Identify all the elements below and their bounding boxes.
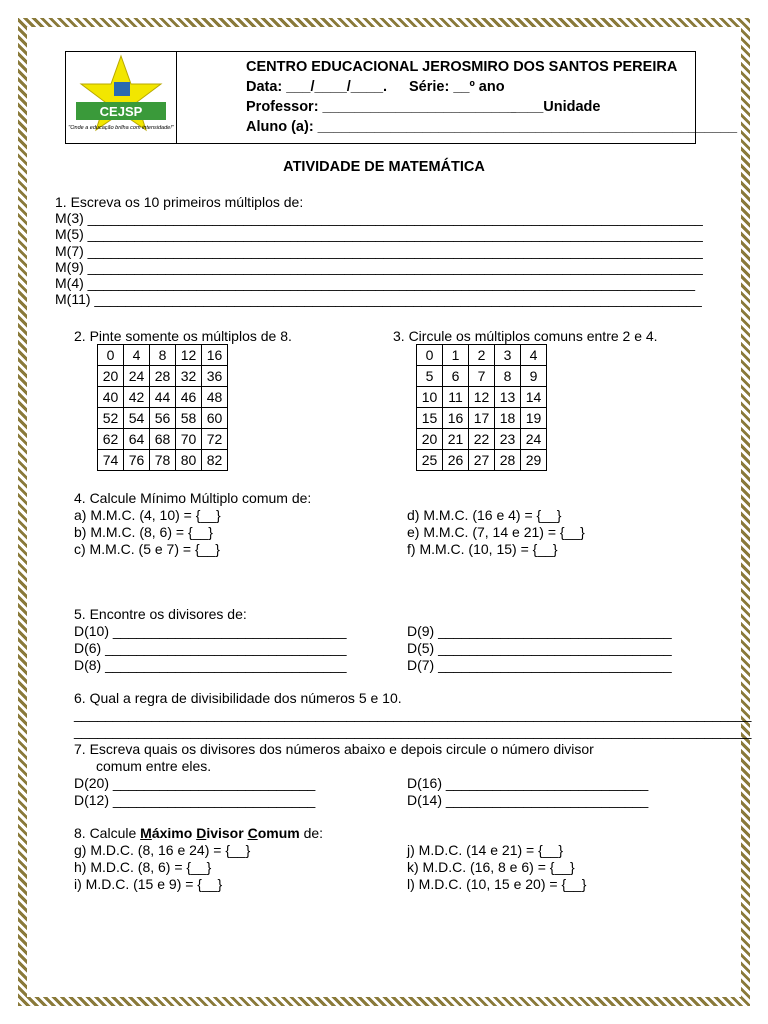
serie-field: Série: __º ano (409, 79, 505, 95)
q7-line-d20: D(20) __________________________ (74, 775, 316, 791)
q8-left-col (74, 842, 250, 893)
q2-cell: 44 (150, 387, 176, 408)
q8-prompt (74, 825, 323, 841)
q2-cell: 52 (98, 408, 124, 429)
q4-left-col (74, 507, 221, 558)
q1-lines (55, 210, 703, 308)
q3-cell: 17 (469, 408, 495, 429)
q2-cell: 82 (202, 450, 228, 471)
q1-line-m9: M(9) _______________________________________________________________________________ (55, 258, 703, 275)
q4-item-f: f) M.M.C. (10, 15) = {__} (407, 541, 558, 557)
q8-bold-m: M (140, 825, 152, 841)
q3-cell: 15 (417, 408, 443, 429)
q2-cell: 72 (202, 429, 228, 450)
q2-cell: 28 (150, 366, 176, 387)
q3-cell: 6 (443, 366, 469, 387)
q4-prompt: 4. Calcule Mínimo Múltiplo comum de: (74, 490, 312, 506)
q1-line-m3: M(3) _______________________________________________________________________________ (55, 210, 703, 226)
q3-cell: 0 (417, 345, 443, 366)
q2-cell: 78 (150, 450, 176, 471)
q7-line-d16: D(16) __________________________ (407, 775, 649, 791)
q2-cell: 0 (98, 345, 124, 366)
q2-cell: 74 (98, 450, 124, 471)
q2-prompt: 2. Pinte somente os múltiplos de 8. (74, 328, 292, 344)
q3-cell: 3 (495, 345, 521, 366)
q2-cell: 24 (124, 366, 150, 387)
q3-grid (416, 344, 547, 471)
q3-cell: 7 (469, 366, 495, 387)
q7-line-d14: D(14) __________________________ (407, 792, 649, 808)
q2-cell: 36 (202, 366, 228, 387)
q3-cell: 25 (417, 450, 443, 471)
q2-cell: 70 (176, 429, 202, 450)
q2-cell: 40 (98, 387, 124, 408)
q7-line-d12: D(12) __________________________ (74, 792, 316, 808)
q5-line-d6: D(6) _______________________________ (74, 640, 347, 656)
professor-field: Professor: ________________________ (246, 99, 517, 115)
unidade-field: ____Unidade (511, 99, 601, 115)
q2-cell: 54 (124, 408, 150, 429)
q2-cell: 58 (176, 408, 202, 429)
q7-prompt-cont: comum entre eles. (96, 758, 212, 774)
q3-cell: 2 (469, 345, 495, 366)
q4-right-col (407, 507, 585, 558)
q2-cell: 46 (176, 387, 202, 408)
q3-cell: 1 (443, 345, 469, 366)
q7-prompt: 7. Escreva quais os divisores dos números abaixo e depois circule o número divisor (74, 741, 594, 757)
q3-cell: 5 (417, 366, 443, 387)
q5-left-col (74, 623, 346, 674)
school-logo (66, 52, 177, 143)
q8-item-i: i) M.D.C. (15 e 9) = {__} (74, 876, 223, 892)
q3-cell: 20 (417, 429, 443, 450)
q4-item-b: b) M.M.C. (8, 6) = {__} (74, 524, 213, 540)
q2-cell: 8 (150, 345, 176, 366)
q8-bold-comum: omum (257, 825, 300, 841)
q3-cell: 26 (443, 450, 469, 471)
page-title: ATIVIDADE DE MATEMÁTICA (283, 159, 485, 175)
q8-prompt-pre: 8. Calcule (74, 825, 141, 841)
aluno-field: Aluno (a): ____________________________________________________ (246, 119, 738, 135)
q3-cell: 28 (495, 450, 521, 471)
q8-right-col (407, 842, 586, 893)
logo-text: CEJSP (99, 104, 143, 119)
q8-item-j: j) M.D.C. (14 e 21) = {__} (407, 842, 564, 858)
q3-cell: 9 (521, 366, 547, 387)
q2-cell: 32 (176, 366, 202, 387)
q6-answer-line: _______________________________________________________________________________________ (74, 706, 752, 722)
q2-cell: 48 (202, 387, 228, 408)
q5-prompt: 5. Encontre os divisores de: (74, 606, 247, 622)
q5-line-d9: D(9) ______________________________ (407, 623, 672, 639)
q3-cell: 23 (495, 429, 521, 450)
q2-grid (97, 344, 228, 471)
q3-cell: 27 (469, 450, 495, 471)
q3-cell: 16 (443, 408, 469, 429)
q3-cell: 12 (469, 387, 495, 408)
q3-cell: 14 (521, 387, 547, 408)
q2-cell: 20 (98, 366, 124, 387)
q6-answer-line: _______________________________________________________________________________________ (74, 723, 752, 739)
q2-cell: 42 (124, 387, 150, 408)
q4-item-c: c) M.M.C. (5 e 7) = {__} (74, 541, 220, 557)
q6-lines (74, 706, 751, 740)
q8-bold-maximo: áximo (151, 825, 197, 841)
q2-cell: 4 (124, 345, 150, 366)
q2-cell: 64 (124, 429, 150, 450)
q3-cell: 10 (417, 387, 443, 408)
q7-right-col (407, 775, 648, 809)
q4-item-d: d) M.M.C. (16 e 4) = {__} (407, 507, 562, 523)
q5-line-d7: D(7) ______________________________ (407, 657, 672, 673)
q2-cell: 68 (150, 429, 176, 450)
q3-cell: 24 (521, 429, 547, 450)
q1-prompt: 1. Escreva os 10 primeiros múltiplos de: (55, 194, 304, 210)
q3-cell: 11 (443, 387, 469, 408)
q3-cell: 4 (521, 345, 547, 366)
q8-prompt-post: de: (299, 825, 324, 841)
q3-cell: 8 (495, 366, 521, 387)
q8-bold-d: D (196, 825, 207, 841)
q8-bold-divisor: ivisor (206, 825, 248, 841)
q5-line-d10: D(10) ______________________________ (74, 623, 347, 639)
date-field: Data: ___/____/____. (246, 79, 388, 95)
q3-cell: 18 (495, 408, 521, 429)
q3-cell: 22 (469, 429, 495, 450)
q3-cell: 29 (521, 450, 547, 471)
q2-cell: 12 (176, 345, 202, 366)
q2-cell: 76 (124, 450, 150, 471)
q4-item-a: a) M.M.C. (4, 10) = {__} (74, 507, 221, 523)
q2-cell: 62 (98, 429, 124, 450)
q6-prompt: 6. Qual a regra de divisibilidade dos números 5 e 10. (74, 690, 402, 706)
q3-cell: 21 (443, 429, 469, 450)
q2-cell: 56 (150, 408, 176, 429)
q3-prompt: 3. Circule os múltiplos comuns entre 2 e 4. (393, 328, 658, 344)
q5-line-d8: D(8) _______________________________ (74, 657, 347, 673)
q8-item-g: g) M.D.C. (8, 16 e 24) = {__} (74, 842, 251, 858)
q3-cell: 13 (495, 387, 521, 408)
logo-motto: "Onde a educação brilha com intensidade!" (68, 125, 174, 131)
q5-right-col (407, 623, 672, 674)
q4-item-e: e) M.M.C. (7, 14 e 21) = {__} (407, 524, 585, 540)
q8-bold-c: C (247, 825, 258, 841)
star-logo-icon (66, 52, 176, 143)
q2-cell: 60 (202, 408, 228, 429)
q8-item-h: h) M.D.C. (8, 6) = {__} (74, 859, 212, 875)
q3-cell: 19 (521, 408, 547, 429)
q5-line-d5: D(5) ______________________________ (407, 640, 672, 656)
header-box (65, 51, 738, 144)
q1-line-m4: M(4) ______________________________________________________________________________ (55, 275, 695, 292)
q7-left-col (74, 775, 315, 809)
school-name: CENTRO EDUCACIONAL JEROSMIRO DOS SANTOS PEREIRA (246, 59, 678, 75)
q2-cell: 80 (176, 450, 202, 471)
q2-cell: 16 (202, 345, 228, 366)
q1-line-m5: M(5) _______________________________________________________________________________ (55, 226, 703, 243)
q8-item-k: k) M.D.C. (16, 8 e 6) = {__} (407, 859, 575, 875)
q1-line-m7: M(7) _______________________________________________________________________________ (55, 242, 703, 259)
q8-item-l: l) M.D.C. (10, 15 e 20) = {__} (407, 876, 587, 892)
q1-line-m11: M(11) ______________________________________________________________________________ (55, 291, 702, 308)
